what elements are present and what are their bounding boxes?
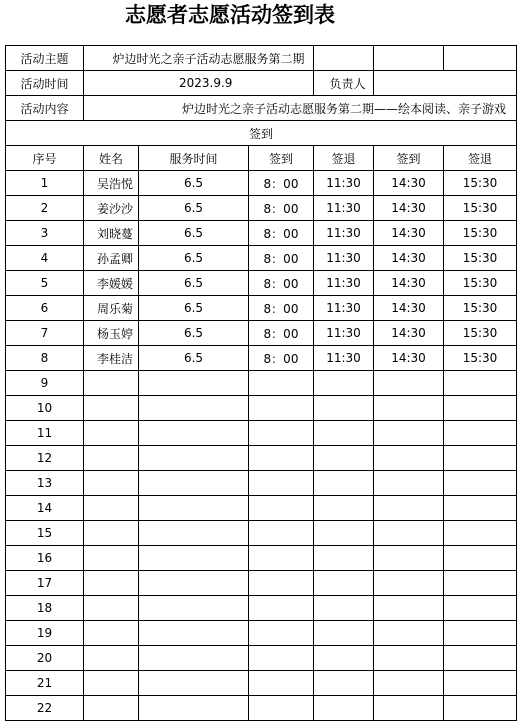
table-cell[interactable]: 8：00 — [249, 296, 314, 321]
table-cell[interactable] — [314, 696, 374, 721]
table-cell[interactable]: 14:30 — [374, 221, 444, 246]
table-cell[interactable]: 15:30 — [444, 296, 517, 321]
table-cell[interactable] — [84, 596, 139, 621]
table-cell[interactable] — [84, 696, 139, 721]
table-cell[interactable]: 6.5 — [139, 346, 249, 371]
table-row — [6, 321, 517, 346]
table-cell[interactable]: 8：00 — [249, 321, 314, 346]
table-cell[interactable] — [139, 696, 249, 721]
table-row — [6, 696, 517, 721]
time-label[interactable]: 活动时间 — [6, 71, 84, 96]
table-row — [6, 596, 517, 621]
table-cell[interactable] — [314, 446, 374, 471]
table-cell[interactable] — [249, 621, 314, 646]
section-title-row — [6, 121, 517, 146]
table-row — [6, 496, 517, 521]
sign-in-table — [5, 45, 517, 721]
table-cell[interactable] — [249, 521, 314, 546]
header-cell[interactable]: 签到 — [249, 146, 314, 171]
document-title: 志愿者志愿活动签到表 — [125, 2, 335, 27]
table-cell[interactable]: 吴浩悦 — [84, 171, 139, 196]
table-cell[interactable] — [444, 371, 517, 396]
table-cell[interactable] — [374, 646, 444, 671]
table-cell[interactable]: 姜沙沙 — [84, 196, 139, 221]
table-cell[interactable] — [249, 371, 314, 396]
table-cell[interactable]: 2 — [6, 196, 84, 221]
table-cell[interactable] — [314, 471, 374, 496]
table-cell[interactable] — [374, 396, 444, 421]
table-row — [6, 221, 517, 246]
person-value[interactable] — [374, 71, 517, 96]
table-row — [6, 296, 517, 321]
table-cell[interactable]: 8 — [6, 346, 84, 371]
table-cell[interactable] — [444, 421, 517, 446]
table-cell[interactable] — [249, 646, 314, 671]
table-row — [6, 521, 517, 546]
table-cell[interactable]: 19 — [6, 621, 84, 646]
table-cell[interactable]: 11:30 — [314, 296, 374, 321]
table-cell[interactable] — [139, 621, 249, 646]
table-cell[interactable]: 8：00 — [249, 246, 314, 271]
table-cell[interactable] — [374, 596, 444, 621]
time-row — [6, 71, 517, 96]
table-row — [6, 621, 517, 646]
table-cell[interactable]: 5 — [6, 271, 84, 296]
table-cell[interactable] — [139, 671, 249, 696]
table-cell[interactable]: 11:30 — [314, 346, 374, 371]
table-cell[interactable]: 4 — [6, 246, 84, 271]
table-cell[interactable] — [84, 546, 139, 571]
table-cell[interactable]: 9 — [6, 371, 84, 396]
table-cell[interactable] — [314, 496, 374, 521]
table-cell[interactable]: 14:30 — [374, 171, 444, 196]
table-cell[interactable]: 14:30 — [374, 321, 444, 346]
header-cell[interactable]: 签退 — [314, 146, 374, 171]
table-cell[interactable] — [444, 646, 517, 671]
table-cell[interactable]: 14 — [6, 496, 84, 521]
table-cell[interactable]: 6 — [6, 296, 84, 321]
table-cell[interactable] — [249, 596, 314, 621]
content-label[interactable]: 活动内容 — [6, 96, 84, 121]
table-cell[interactable] — [139, 571, 249, 596]
table-cell[interactable]: 刘晓蔓 — [84, 221, 139, 246]
table-cell[interactable] — [374, 496, 444, 521]
header-cell[interactable]: 服务时间 — [139, 146, 249, 171]
table-row — [6, 371, 517, 396]
table-cell[interactable]: 15:30 — [444, 321, 517, 346]
table-cell[interactable]: 6.5 — [139, 321, 249, 346]
theme-extra-cell-3[interactable] — [444, 46, 517, 71]
table-cell[interactable]: 孙孟卿 — [84, 246, 139, 271]
table-cell[interactable] — [249, 671, 314, 696]
table-row — [6, 196, 517, 221]
table-cell[interactable]: 8：00 — [249, 171, 314, 196]
table-cell[interactable] — [139, 471, 249, 496]
table-cell[interactable] — [139, 596, 249, 621]
table-cell[interactable] — [314, 521, 374, 546]
table-row — [6, 571, 517, 596]
table-cell[interactable]: 6.5 — [139, 246, 249, 271]
table-row — [6, 671, 517, 696]
table-cell[interactable]: 15:30 — [444, 246, 517, 271]
table-cell[interactable] — [444, 696, 517, 721]
table-cell[interactable] — [444, 521, 517, 546]
table-cell[interactable]: 8：00 — [249, 221, 314, 246]
table-cell[interactable] — [84, 496, 139, 521]
table-cell[interactable] — [249, 496, 314, 521]
table-row — [6, 471, 517, 496]
table-cell[interactable]: 周乐菊 — [84, 296, 139, 321]
table-cell[interactable] — [249, 571, 314, 596]
table-cell[interactable] — [444, 596, 517, 621]
table-cell[interactable]: 15:30 — [444, 171, 517, 196]
table-cell[interactable] — [444, 396, 517, 421]
table-cell[interactable] — [374, 696, 444, 721]
table-cell[interactable] — [84, 446, 139, 471]
table-cell[interactable]: 14:30 — [374, 346, 444, 371]
table-cell[interactable]: 6.5 — [139, 171, 249, 196]
table-cell[interactable] — [84, 621, 139, 646]
table-cell[interactable]: 11:30 — [314, 321, 374, 346]
table-cell[interactable] — [314, 371, 374, 396]
table-row — [6, 446, 517, 471]
time-value[interactable]: 2023.9.9 — [84, 71, 314, 96]
table-cell[interactable] — [444, 546, 517, 571]
table-cell[interactable] — [314, 621, 374, 646]
table-cell[interactable] — [84, 396, 139, 421]
table-cell[interactable]: 10 — [6, 396, 84, 421]
table-cell[interactable] — [314, 396, 374, 421]
table-cell[interactable] — [139, 521, 249, 546]
table-cell[interactable] — [139, 371, 249, 396]
table-cell[interactable] — [249, 446, 314, 471]
table-cell[interactable] — [84, 521, 139, 546]
table-cell[interactable] — [84, 571, 139, 596]
table-cell[interactable]: 6.5 — [139, 221, 249, 246]
table-cell[interactable]: 6.5 — [139, 296, 249, 321]
table-cell[interactable]: 6.5 — [139, 271, 249, 296]
table-cell[interactable]: 11:30 — [314, 271, 374, 296]
table-cell[interactable]: 1 — [6, 171, 84, 196]
table-cell[interactable] — [249, 546, 314, 571]
table-cell[interactable] — [139, 421, 249, 446]
section-title[interactable]: 签到 — [6, 121, 517, 146]
table-cell[interactable]: 17 — [6, 571, 84, 596]
table-cell[interactable] — [444, 671, 517, 696]
table-cell[interactable]: 11:30 — [314, 221, 374, 246]
table-cell[interactable]: 11 — [6, 421, 84, 446]
table-cell[interactable] — [314, 421, 374, 446]
table-cell[interactable] — [374, 671, 444, 696]
table-cell[interactable]: 15 — [6, 521, 84, 546]
table-cell[interactable]: 8：00 — [249, 271, 314, 296]
table-row — [6, 646, 517, 671]
header-cell[interactable]: 签退 — [444, 146, 517, 171]
table-cell[interactable] — [314, 596, 374, 621]
table-row — [6, 171, 517, 196]
table-cell[interactable] — [314, 646, 374, 671]
table-cell[interactable]: 12 — [6, 446, 84, 471]
table-cell[interactable]: 李媛媛 — [84, 271, 139, 296]
content-row — [6, 96, 517, 121]
table-cell[interactable]: 13 — [6, 471, 84, 496]
theme-extra-cell-1[interactable] — [314, 46, 374, 71]
table-row — [6, 246, 517, 271]
table-cell[interactable] — [374, 421, 444, 446]
table-cell[interactable] — [249, 421, 314, 446]
table-cell[interactable]: 杨玉婷 — [84, 321, 139, 346]
table-cell[interactable] — [84, 421, 139, 446]
table-cell[interactable]: 16 — [6, 546, 84, 571]
table-cell[interactable]: 11:30 — [314, 171, 374, 196]
table-cell[interactable] — [139, 646, 249, 671]
header-cell[interactable]: 姓名 — [84, 146, 139, 171]
table-cell[interactable] — [444, 496, 517, 521]
table-cell[interactable] — [249, 696, 314, 721]
table-cell[interactable] — [314, 671, 374, 696]
table-cell[interactable]: 11:30 — [314, 246, 374, 271]
table-cell[interactable] — [444, 471, 517, 496]
table-cell[interactable] — [374, 446, 444, 471]
table-cell[interactable] — [84, 371, 139, 396]
table-cell[interactable] — [84, 646, 139, 671]
table-cell[interactable] — [444, 571, 517, 596]
table-row — [6, 271, 517, 296]
table-cell[interactable]: 7 — [6, 321, 84, 346]
table-cell[interactable]: 11:30 — [314, 196, 374, 221]
table-cell[interactable]: 20 — [6, 646, 84, 671]
content-value[interactable]: 炉边时光之亲子活动志愿服务第二期——绘本阅读、亲子游戏 — [84, 96, 517, 121]
table-cell[interactable] — [314, 571, 374, 596]
table-row — [6, 421, 517, 446]
table-cell[interactable]: 14:30 — [374, 271, 444, 296]
table-cell[interactable] — [444, 621, 517, 646]
table-cell[interactable]: 15:30 — [444, 346, 517, 371]
table-cell[interactable]: 15:30 — [444, 271, 517, 296]
table-cell[interactable] — [139, 446, 249, 471]
table-cell[interactable]: 18 — [6, 596, 84, 621]
table-cell[interactable] — [249, 396, 314, 421]
table-cell[interactable] — [374, 621, 444, 646]
table-row — [6, 546, 517, 571]
table-cell[interactable] — [374, 571, 444, 596]
person-label[interactable]: 负责人 — [314, 71, 374, 96]
table-cell[interactable] — [139, 396, 249, 421]
table-cell[interactable]: 22 — [6, 696, 84, 721]
table-cell[interactable]: 14:30 — [374, 196, 444, 221]
table-cell[interactable]: 8：00 — [249, 346, 314, 371]
table-cell[interactable] — [314, 546, 374, 571]
table-cell[interactable] — [374, 546, 444, 571]
table-cell[interactable]: 李桂洁 — [84, 346, 139, 371]
table-cell[interactable] — [374, 371, 444, 396]
table-row — [6, 396, 517, 421]
table-cell[interactable] — [249, 471, 314, 496]
table-cell[interactable] — [444, 446, 517, 471]
table-cell[interactable] — [84, 671, 139, 696]
table-cell[interactable] — [84, 471, 139, 496]
table-row — [6, 346, 517, 371]
table-cell[interactable]: 15:30 — [444, 196, 517, 221]
header-cell[interactable]: 签到 — [374, 146, 444, 171]
table-cell[interactable]: 14:30 — [374, 296, 444, 321]
table-cell[interactable] — [139, 496, 249, 521]
table-cell[interactable] — [374, 521, 444, 546]
theme-extra-cell-2[interactable] — [374, 46, 444, 71]
header-row — [6, 146, 517, 171]
theme-value[interactable]: 炉边时光之亲子活动志愿服务第二期 — [84, 46, 314, 71]
table-cell[interactable]: 15:30 — [444, 221, 517, 246]
table-cell[interactable]: 14:30 — [374, 246, 444, 271]
table-cell[interactable]: 6.5 — [139, 196, 249, 221]
table-cell[interactable] — [374, 471, 444, 496]
table-cell[interactable]: 8：00 — [249, 196, 314, 221]
table-cell[interactable] — [139, 546, 249, 571]
theme-label[interactable]: 活动主题 — [6, 46, 84, 71]
table-cell[interactable]: 21 — [6, 671, 84, 696]
table-cell[interactable]: 3 — [6, 221, 84, 246]
theme-row — [6, 46, 517, 71]
header-cell[interactable]: 序号 — [6, 146, 84, 171]
